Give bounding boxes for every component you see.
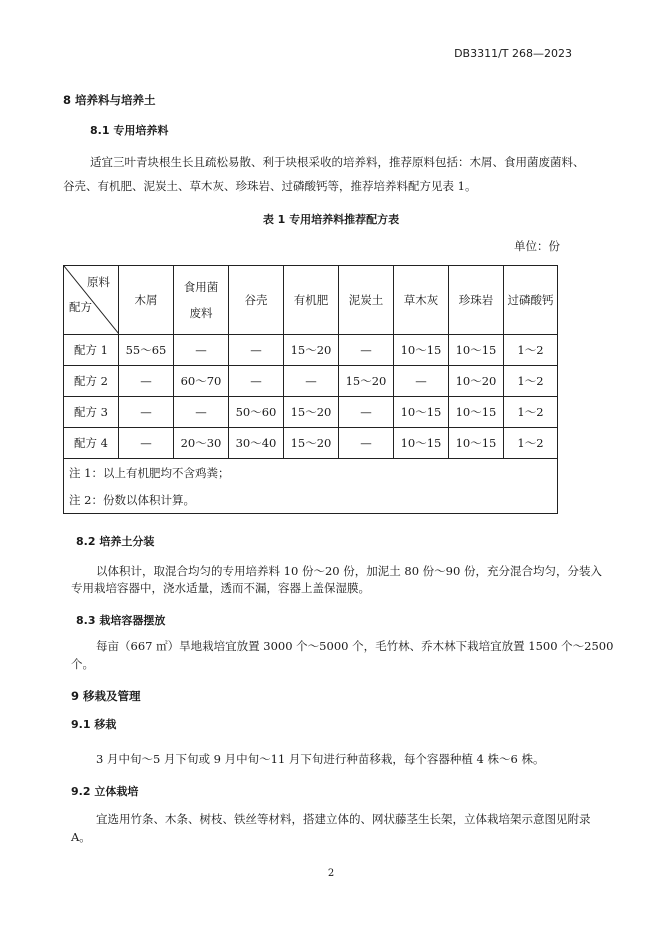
section-9-1-para: 3 月中旬～5 月下旬或 9 月中旬～11 月下旬进行种苗移栽，每个容器种植 4 株～6 株。 <box>96 752 545 766</box>
table-note-row <box>64 486 558 514</box>
table-cell: 15～20 <box>339 366 394 397</box>
table-cell: — <box>284 366 339 397</box>
table-note-row <box>64 459 558 487</box>
table-cell: 10～15 <box>394 335 449 366</box>
table-cell: 10～15 <box>449 397 504 428</box>
section-9-2-para-line1: 宜选用竹条、木条、树枝、铁丝等材料，搭建立体的、网状藤茎生长架，立体栽培架示意图见附录 <box>96 812 591 826</box>
table-cell: — <box>119 428 174 459</box>
table-note: 注 1：以上有机肥均不含鸡粪； <box>64 459 558 487</box>
table-row <box>64 397 558 428</box>
section-8-2-para-line2: 专用栽培容器中，浇水适量，透而不漏，容器上盖保湿膜。 <box>71 581 370 595</box>
section-8-1-para-line1: 适宜三叶青块根生长且疏松易散、利于块根采收的培养料，推荐原料包括：木屑、食用菌废菌料、 <box>90 155 585 169</box>
page-number: 2 <box>327 868 335 879</box>
col-header-line2: 废料 <box>189 306 213 320</box>
col-header: 泥炭土 <box>339 266 394 335</box>
table-cell: — <box>229 366 284 397</box>
table-cell: — <box>229 335 284 366</box>
col-header: 珍珠岩 <box>449 266 504 335</box>
doc-id-header: DB3311/T 268—2023 <box>454 47 572 60</box>
section-8-3-title: 8.3 栽培容器摆放 <box>76 614 166 627</box>
section-9-1-title: 9.1 移栽 <box>71 718 117 731</box>
section-9-title: 9 移栽及管理 <box>71 689 141 703</box>
col-header <box>174 266 229 335</box>
table-cell: 50～60 <box>229 397 284 428</box>
table-cell: 60～70 <box>174 366 229 397</box>
col-header: 有机肥 <box>284 266 339 335</box>
section-8-title: 8 培养料与培养土 <box>63 93 156 107</box>
corner-bottom-label: 配方 <box>69 300 92 314</box>
table-row <box>64 366 558 397</box>
corner-top-label: 原料 <box>87 275 110 289</box>
recipe-table <box>63 265 558 514</box>
table-cell: 20～30 <box>174 428 229 459</box>
table-row <box>64 335 558 366</box>
table-cell: 55～65 <box>119 335 174 366</box>
table-cell: 15～20 <box>284 428 339 459</box>
table-cell: 10～15 <box>394 397 449 428</box>
section-9-2-para-line2: A。 <box>71 830 91 844</box>
table-cell: 15～20 <box>284 397 339 428</box>
table-cell: 1～2 <box>504 397 558 428</box>
table-unit: 单位：份 <box>514 239 560 253</box>
section-8-1-para-line2: 谷壳、有机肥、泥炭土、草木灰、珍珠岩、过磷酸钙等，推荐培养料配方见表 1。 <box>63 179 477 193</box>
table-cell: — <box>119 366 174 397</box>
section-8-3-para-line1: 每亩（667 ㎡）旱地栽培宜放置 3000 个～5000 个，毛竹林、乔木林下栽培宜放置 1500 个～2500 <box>96 639 614 653</box>
section-8-2-para-line1: 以体积计，取混合均匀的专用培养料 10 份～20 份，加泥土 80 份～90 份，充分混合均匀，分装入 <box>96 564 602 578</box>
table-cell: — <box>339 428 394 459</box>
table-cell: 1～2 <box>504 366 558 397</box>
row-label: 配方 1 <box>64 335 119 366</box>
table-cell: — <box>394 366 449 397</box>
section-8-1-title: 8.1 专用培养料 <box>90 124 169 137</box>
table-cell: 1～2 <box>504 428 558 459</box>
table-cell: — <box>119 397 174 428</box>
section-8-3-para-line2: 个。 <box>71 657 94 671</box>
table-cell: 10～15 <box>449 335 504 366</box>
table-cell: 30～40 <box>229 428 284 459</box>
section-8-2-title: 8.2 培养土分装 <box>76 535 155 548</box>
section-9-2-title: 9.2 立体栽培 <box>71 785 139 798</box>
col-header-line1: 食用菌 <box>183 280 219 294</box>
row-label: 配方 2 <box>64 366 119 397</box>
row-label: 配方 3 <box>64 397 119 428</box>
col-header: 过磷酸钙 <box>504 266 558 335</box>
table-cell: 10～15 <box>394 428 449 459</box>
table-cell: 15～20 <box>284 335 339 366</box>
table-cell: — <box>174 397 229 428</box>
col-header: 草木灰 <box>394 266 449 335</box>
table-cell: 1～2 <box>504 335 558 366</box>
table-header-row <box>64 266 558 335</box>
table-caption: 表 1 专用培养料推荐配方表 <box>262 213 400 226</box>
table-row <box>64 428 558 459</box>
table-cell: — <box>174 335 229 366</box>
table-cell: 10～20 <box>449 366 504 397</box>
table-cell: — <box>339 335 394 366</box>
table-cell: — <box>339 397 394 428</box>
table-cell: 10～15 <box>449 428 504 459</box>
row-label: 配方 4 <box>64 428 119 459</box>
table-note: 注 2：份数以体积计算。 <box>64 486 558 514</box>
corner-cell <box>64 266 119 335</box>
col-header: 木屑 <box>119 266 174 335</box>
col-header: 谷壳 <box>229 266 284 335</box>
